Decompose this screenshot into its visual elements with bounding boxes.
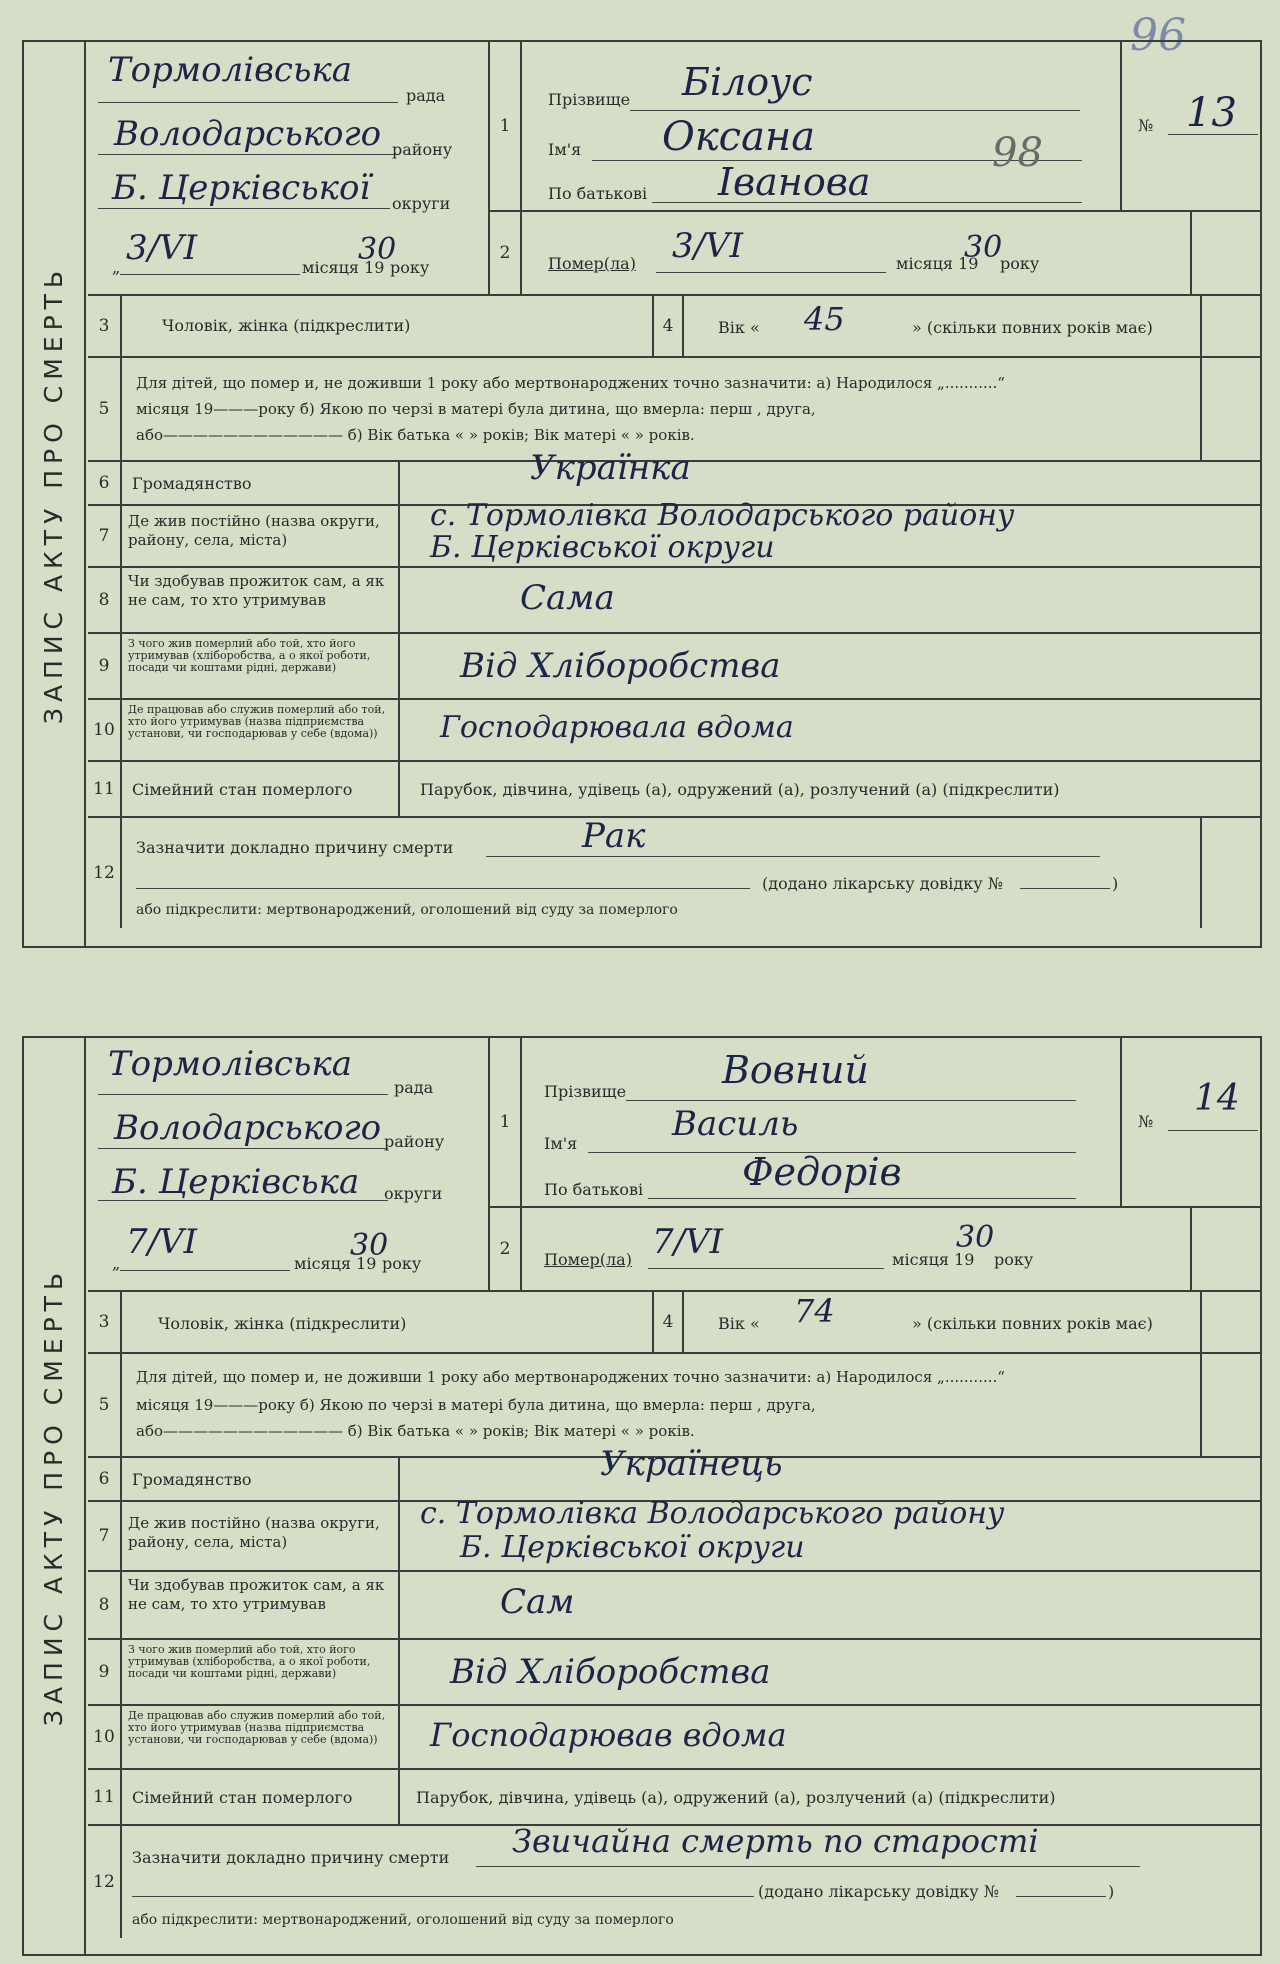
month-label: місяця 19 (294, 1254, 377, 1273)
child-field (120, 358, 1200, 460)
registration-block (88, 1038, 488, 1290)
field-number: 6 (98, 473, 110, 493)
name-block (522, 42, 1120, 210)
age-field (682, 296, 1200, 356)
field-number: 1 (490, 42, 520, 212)
died-label: Помер(ла) (544, 1250, 632, 1269)
citizenship-value: Українець (600, 1444, 783, 1484)
employer-value: Господарювала вдома (440, 710, 794, 745)
cause-value: Рак (582, 816, 646, 856)
cert-label: (додано лікарську довідку № (762, 874, 1003, 893)
okruga-label: округи (392, 194, 451, 213)
margin-note: 98 (992, 130, 1043, 176)
death-date: 7/VI (652, 1222, 724, 1262)
citizenship-label: Громадянство (132, 1470, 252, 1489)
rayon-name: Володарського (114, 114, 382, 154)
death-date-block (522, 212, 1260, 294)
field-number: 11 (93, 779, 115, 799)
field-number: 3 (98, 316, 110, 336)
surname-value: Білоус (682, 60, 813, 104)
okruga-name: Б. Церківської (112, 168, 371, 208)
record-number: 13 (1186, 90, 1237, 136)
field-number: 4 (652, 1292, 682, 1352)
income-value: Від Хліборобства (450, 1652, 771, 1692)
cause-label: Зазначити докладно причину смерти (132, 1848, 450, 1867)
rada-label: рада (394, 1078, 434, 1097)
cert-end: ) (1112, 874, 1119, 893)
residence-label: Де жив постійно (назва округи, району, села, міста) (128, 1514, 380, 1551)
residence-value: с. Тормолівка Володарського району (420, 1496, 1005, 1531)
name-value: Оксана (662, 114, 816, 160)
patronymic-value: Федорів (742, 1150, 902, 1194)
year-label: року (382, 1254, 422, 1273)
child-text: місяця 19———року б) Якою по черзі в матері була дитина, що вмерла: перш , друга, (136, 400, 816, 418)
patronymic-value: Іванова (718, 160, 871, 204)
year-label: року (390, 258, 430, 277)
sex-label: Чоловік, жінка (підкреслити) (158, 1314, 407, 1333)
sex-field (120, 1292, 652, 1352)
marital-options: Парубок, дівчина, удівець (а), одружений (а), розлучений (а) (підкреслити) (420, 780, 1060, 799)
page-number: 96 (1130, 10, 1186, 61)
field-number: 12 (93, 1872, 115, 1892)
residence-value: Б. Церківської округи (430, 530, 775, 565)
cause-field (120, 818, 1200, 928)
employer-value: Господарював вдома (430, 1716, 787, 1754)
field-number: 2 (499, 243, 511, 263)
residence-value: с. Тормолівка Володарського району (430, 498, 1015, 533)
patronymic-label: По батькові (544, 1180, 644, 1199)
age-note: » (скільки повних років має) (912, 318, 1153, 337)
income-label: З чого жив померлий або той, хто його утримував (хліборобства, а о якої роботи, посади чи коштами рідні, держави) (128, 1643, 371, 1680)
citizenship-label: Громадянство (132, 474, 252, 493)
cause-value: Звичайна смерть по старості (512, 1822, 1039, 1860)
patronymic-label: По батькові (548, 184, 648, 203)
cert-end: ) (1108, 1882, 1115, 1901)
month-label: місяця 19 (896, 254, 979, 273)
registration-block (88, 42, 488, 294)
field-number: 9 (98, 656, 110, 676)
livelihood-value: Сама (520, 578, 615, 618)
number-label: № (1138, 1112, 1154, 1131)
income-label: З чого жив померлий або той, хто його утримував (хліборобства, а о якої роботи, посади чи коштами рідні, держави) (128, 637, 371, 674)
child-text: або———————————— б) Вік батька « » років; Вік матері « » років. (136, 426, 695, 444)
field-number: 2 (499, 1239, 511, 1259)
field-number: 1 (490, 1038, 520, 1208)
record-number-box (1120, 1038, 1260, 1206)
age-value: 74 (794, 1292, 835, 1330)
death-record-14 (22, 1036, 1262, 1956)
marital-options: Парубок, дівчина, удівець (а), одружений (а), розлучений (а) (підкреслити) (416, 1788, 1056, 1807)
residence-label: Де жив постійно (назва округи, району, села, міста) (128, 512, 380, 549)
quote-mark: „ (112, 1254, 121, 1273)
child-field (120, 1354, 1200, 1456)
okruga-name: Б. Церківська (112, 1162, 360, 1202)
livelihood-value: Сам (500, 1582, 575, 1622)
field-number: 7 (98, 1526, 110, 1546)
sex-field (120, 296, 652, 356)
surname-value: Вовний (722, 1048, 869, 1092)
rayon-name: Володарського (114, 1108, 382, 1148)
residence-value: Б. Церківської округи (460, 1530, 805, 1565)
reg-date: 7/VI (126, 1222, 198, 1262)
rayon-label: району (384, 1132, 445, 1151)
citizenship-value: Українка (530, 448, 691, 488)
age-note: » (скільки повних років має) (912, 1314, 1153, 1333)
field-number: 8 (98, 590, 110, 610)
cause-label: Зазначити докладно причину смерти (136, 838, 454, 857)
field-number: 3 (98, 1312, 110, 1332)
name-block (522, 1038, 1120, 1206)
livelihood-label: Чи здобував прожиток сам, а як не сам, то хто утримував (128, 1576, 385, 1613)
field-number: 4 (652, 296, 682, 356)
month-label: місяця 19 (302, 258, 385, 277)
death-record-13 (22, 40, 1262, 948)
cause-bottom: або підкреслити: мертвонароджений, оголошений від суду за померлого (136, 902, 678, 918)
surname-label: Прізвище (544, 1082, 627, 1101)
side-title: ЗАПИС АКТУ ПРО СМЕРТЬ (24, 1038, 86, 1954)
age-field (682, 1292, 1200, 1352)
field-number: 6 (98, 1469, 110, 1489)
death-year: 30 (956, 1220, 995, 1255)
name-label: Ім'я (544, 1134, 578, 1153)
month-label: місяця 19 (892, 1250, 975, 1269)
died-label: Помер(ла) (548, 254, 636, 273)
name-label: Ім'я (548, 140, 582, 159)
death-date: 3/VI (672, 226, 744, 266)
field-number: 8 (98, 1595, 110, 1615)
rada-name: Тормолівська (108, 50, 353, 90)
reg-year: 30 (350, 1228, 389, 1263)
marital-label: Сімейний стан померлого (132, 1788, 353, 1807)
quote-mark: „ (112, 258, 121, 277)
reg-year: 30 (358, 232, 397, 267)
number-label: № (1138, 116, 1154, 135)
age-label: Вік « (718, 1314, 760, 1333)
field-number: 7 (98, 526, 110, 546)
field-number: 5 (98, 399, 110, 419)
field-number: 12 (93, 863, 115, 883)
field-number: 5 (98, 1395, 110, 1415)
child-text: Для дітей, що помер и, не доживши 1 року або мертвонароджених точно зазначити: а) Народилося „...........“ (136, 374, 1005, 392)
rayon-label: району (392, 140, 453, 159)
age-value: 45 (804, 300, 845, 338)
name-value: Василь (672, 1104, 799, 1144)
child-text: Для дітей, що помер и, не доживши 1 року або мертвонароджених точно зазначити: а) Народилося „...........“ (136, 1368, 1005, 1386)
child-text: місяця 19———року б) Якою по черзі в матері була дитина, що вмерла: перш , друга, (136, 1396, 816, 1414)
surname-label: Прізвище (548, 90, 631, 109)
marital-label: Сімейний стан померлого (132, 780, 353, 799)
cause-field (120, 1822, 1260, 1938)
field-number: 10 (93, 720, 115, 740)
record-number: 14 (1194, 1078, 1240, 1119)
employer-label: Де працював або служив померлий або той, хто його утримував (назва підприємства установи, чи господарював у себе (вдома)) (128, 703, 386, 740)
rada-name: Тормолівська (108, 1044, 353, 1084)
cert-label: (додано лікарську довідку № (758, 1882, 999, 1901)
year-label: року (994, 1250, 1034, 1269)
side-title: ЗАПИС АКТУ ПРО СМЕРТЬ (24, 42, 86, 946)
sex-label: Чоловік, жінка (підкреслити) (162, 316, 411, 335)
okruga-label: округи (384, 1184, 443, 1203)
rada-label: рада (406, 86, 446, 105)
death-date-block (522, 1208, 1260, 1290)
death-year: 30 (964, 230, 1003, 265)
field-number: 9 (98, 1662, 110, 1682)
cause-bottom: або підкреслити: мертвонароджений, оголошений від суду за померлого (132, 1912, 674, 1928)
livelihood-label: Чи здобував прожиток сам, а як не сам, то хто утримував (128, 572, 385, 609)
year-label: року (1000, 254, 1040, 273)
field-number: 11 (93, 1787, 115, 1807)
employer-label: Де працював або служив померлий або той, хто його утримував (назва підприємства установи, чи господарював у себе (вдома)) (128, 1709, 386, 1746)
reg-date: 3/VI (126, 228, 198, 268)
age-label: Вік « (718, 318, 760, 337)
record-number-box (1120, 42, 1260, 210)
child-text: або———————————— б) Вік батька « » років; Вік матері « » років. (136, 1422, 695, 1440)
field-number: 10 (93, 1727, 115, 1747)
income-value: Від Хліборобства (460, 646, 781, 686)
